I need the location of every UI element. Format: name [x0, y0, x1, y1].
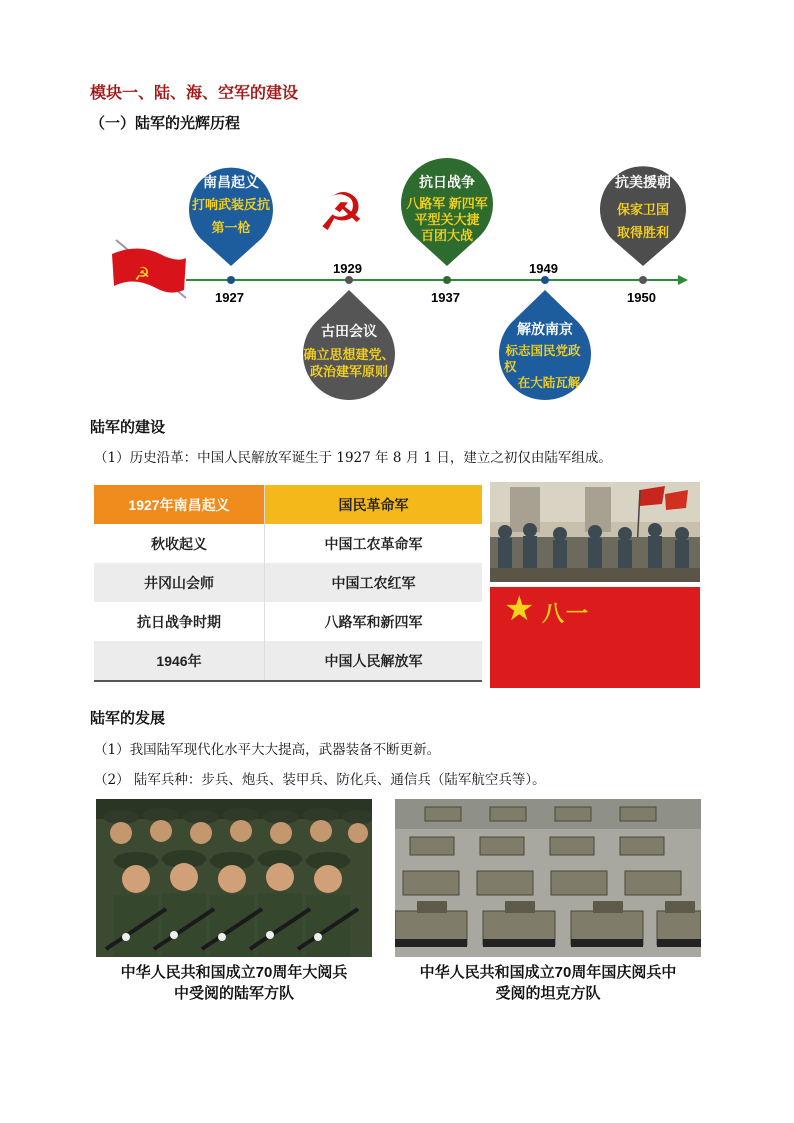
photo-caption-tanks	[395, 962, 701, 1004]
timeline-dot	[639, 276, 647, 284]
event-title: 古田会议	[321, 323, 377, 339]
star-icon: ★	[504, 589, 535, 629]
table-cell: 国民革命军	[265, 485, 483, 524]
nanchang-uprising-painting	[490, 482, 700, 582]
army-names-table	[94, 485, 482, 682]
bayi-flag	[490, 587, 700, 688]
army-timeline	[100, 150, 700, 402]
table-cell: 井冈山会师	[94, 563, 265, 602]
year-label: 1929	[333, 261, 362, 276]
event-line: 保家卫国	[616, 202, 670, 217]
branches-paragraph: （2） 陆军兵种：步兵、炮兵、装甲兵、防化兵、通信兵（陆军航空兵等）。	[94, 772, 546, 788]
year-label: 1950	[627, 290, 656, 305]
photo-caption-soldiers	[96, 962, 372, 1004]
table-row	[94, 524, 482, 563]
event-line: 八路军 新四军	[406, 196, 488, 211]
event-line: 标志国民党政	[505, 344, 581, 358]
event-line: 确立思想建党、	[303, 347, 395, 362]
event-line: 在大陆瓦解	[517, 376, 581, 390]
event-line: 政治建军原则	[309, 364, 389, 379]
table-cell: 中国工农红军	[265, 563, 483, 602]
table-cell: 秋收起义	[94, 524, 265, 563]
event-title: 抗日战争	[419, 174, 475, 190]
event-bubble-nanjing	[499, 290, 591, 400]
table-cell: 抗日战争时期	[94, 602, 265, 641]
section-title-construction: 陆军的建设	[90, 418, 166, 436]
event-bubble-gutian	[303, 290, 395, 400]
table-cell: 1946年	[94, 641, 265, 681]
bayi-text: 八一	[542, 601, 591, 626]
arrow-head-icon	[678, 275, 688, 285]
section-subtitle: （一）陆军的光辉历程	[90, 114, 241, 132]
event-title: 抗美援朝	[615, 174, 671, 190]
tank-parade-photo	[395, 799, 701, 957]
year-label: 1949	[529, 261, 558, 276]
timeline-dot	[227, 276, 235, 284]
event-title: 南昌起义	[203, 174, 259, 190]
development-paragraph: （1）我国陆军现代化水平大大提高，武器装备不断更新。	[94, 742, 441, 758]
timeline-dot	[541, 276, 549, 284]
party-flag-icon	[112, 240, 186, 298]
table-cell: 1927年南昌起义	[94, 485, 265, 524]
event-line: 第一枪	[211, 220, 251, 235]
module-title: 模块一、陆、海、空军的建设	[90, 83, 299, 102]
section-title-development: 陆军的发展	[90, 709, 166, 727]
timeline-dot	[345, 276, 353, 284]
event-line: 百团大战	[420, 228, 474, 243]
year-label: 1937	[431, 290, 460, 305]
year-label: 1927	[215, 290, 244, 305]
history-paragraph: （1）历史沿革：中国人民解放军诞生于 1927 年 8 月 1 日，建立之初仅由陆军组成。	[94, 450, 612, 466]
table-row	[94, 485, 482, 524]
event-line: 打响武装反抗	[191, 197, 271, 212]
event-title: 解放南京	[517, 321, 573, 337]
svg-text:☭: ☭	[134, 264, 151, 285]
timeline-dot	[443, 276, 451, 284]
event-bubble-antijapanese	[401, 158, 493, 266]
table-cell: 中国工农革命军	[324, 535, 423, 552]
caption-line: 中华人民共和国成立70周年国庆阅兵中	[419, 964, 677, 981]
event-line: 权	[504, 360, 517, 374]
event-bubble-nanchang	[189, 168, 273, 266]
table-cell: 中国人民解放军	[265, 641, 483, 681]
event-bubble-korea	[600, 166, 686, 266]
army-parade-photo	[96, 799, 372, 957]
caption-line: 受阅的坦克方队	[495, 985, 601, 1002]
event-line: 取得胜利	[616, 225, 670, 240]
hammer-sickle-icon: ☭	[318, 183, 365, 243]
table-row	[94, 641, 482, 681]
table-row	[94, 602, 482, 641]
event-line: 平型关大捷	[414, 212, 480, 227]
caption-line: 中华人民共和国成立70周年大阅兵	[120, 964, 348, 981]
table-row	[94, 563, 482, 602]
caption-line: 中受阅的陆军方队	[173, 985, 294, 1002]
table-cell: 八路军和新四军	[324, 613, 423, 630]
